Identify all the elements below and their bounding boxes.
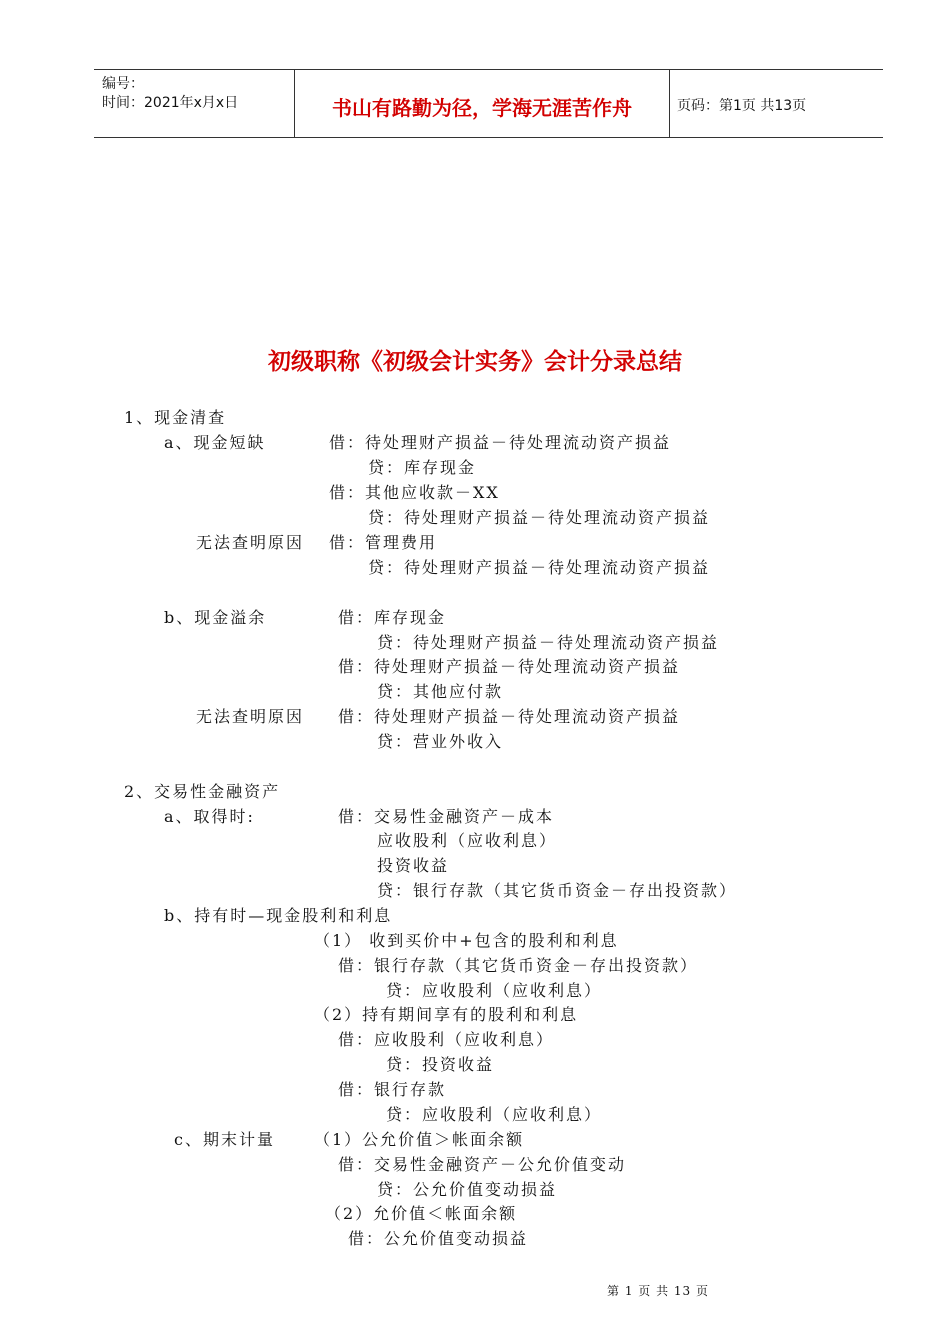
debit-line: 借：银行存款 (338, 1080, 447, 1099)
case-label: （2）允价值＜帐面余额 (325, 1204, 518, 1223)
credit-line: 贷：库存现金 (368, 458, 477, 477)
credit-line: 贷：待处理财产损益－待处理流动资产损益 (368, 508, 711, 527)
motto: 书山有路勤为径，学海无涯苦作舟 (332, 96, 632, 120)
subsection-heading: a、现金短缺 (164, 433, 266, 452)
debit-line: 借：公允价值变动损益 (348, 1229, 529, 1248)
debit-line: 借：交易性金融资产－公允价值变动 (338, 1155, 627, 1174)
credit-line: 贷：待处理财产损益－待处理流动资产损益 (368, 558, 711, 577)
case-label: （1）公允价值＞帐面余额 (314, 1130, 525, 1149)
case-label: （1） 收到买价中+包含的股利和利息 (314, 931, 619, 950)
case-label: （2）持有期间享有的股利和利息 (314, 1005, 579, 1024)
case-label: 无法查明原因 (196, 533, 305, 552)
page-footer: 第 1 页 共 13 页 (607, 1284, 709, 1298)
section-heading: 1、现金清查 (124, 408, 227, 427)
page-title: 初级职称《初级会计实务》会计分录总结 (268, 349, 682, 375)
debit-line: 借：待处理财产损益－待处理流动资产损益 (338, 707, 681, 726)
case-label: 无法查明原因 (196, 707, 305, 726)
serial-label: 编号： (102, 76, 144, 92)
debit-line: 借：库存现金 (338, 608, 447, 627)
credit-line: 贷：应收股利（应收利息） (386, 981, 603, 1000)
page-label: 页码：第1页 共13页 (677, 98, 807, 114)
debit-continuation-line: 应收股利（应收利息） (377, 831, 558, 850)
credit-line: 贷：投资收益 (386, 1055, 495, 1074)
header-motto-cell (294, 70, 670, 137)
document-header (94, 69, 883, 138)
header-right-cell (669, 70, 883, 137)
credit-line: 贷：应收股利（应收利息） (386, 1105, 603, 1124)
debit-line: 借：应收股利（应收利息） (338, 1030, 555, 1049)
credit-line: 贷：其他应付款 (377, 682, 504, 701)
subsection-heading: b、现金溢余 (164, 608, 267, 627)
subsection-heading: c、期末计量 (174, 1130, 275, 1149)
subsection-heading: a、取得时: (164, 807, 255, 826)
debit-line: 借：待处理财产损益－待处理流动资产损益 (329, 433, 672, 452)
debit-line: 借：待处理财产损益－待处理流动资产损益 (338, 657, 681, 676)
debit-line: 借：交易性金融资产－成本 (338, 807, 555, 826)
debit-line: 借：银行存款（其它货币资金－存出投资款） (338, 956, 699, 975)
section-heading: 2、交易性金融资产 (124, 782, 281, 801)
subsection-heading: b、持有时—现金股利和利息 (164, 906, 393, 925)
debit-line: 借：其他应收款－XX (329, 483, 500, 502)
credit-line: 贷：银行存款（其它货币资金－存出投资款） (377, 881, 738, 900)
debit-continuation-line: 投资收益 (377, 856, 450, 875)
credit-line: 贷：营业外收入 (377, 732, 504, 751)
header-left-cell (94, 70, 294, 137)
credit-line: 贷：公允价值变动损益 (377, 1180, 558, 1199)
credit-line: 贷：待处理财产损益－待处理流动资产损益 (377, 633, 720, 652)
time-label: 时间：2021年x月x日 (102, 95, 239, 111)
debit-line: 借：管理费用 (329, 533, 438, 552)
